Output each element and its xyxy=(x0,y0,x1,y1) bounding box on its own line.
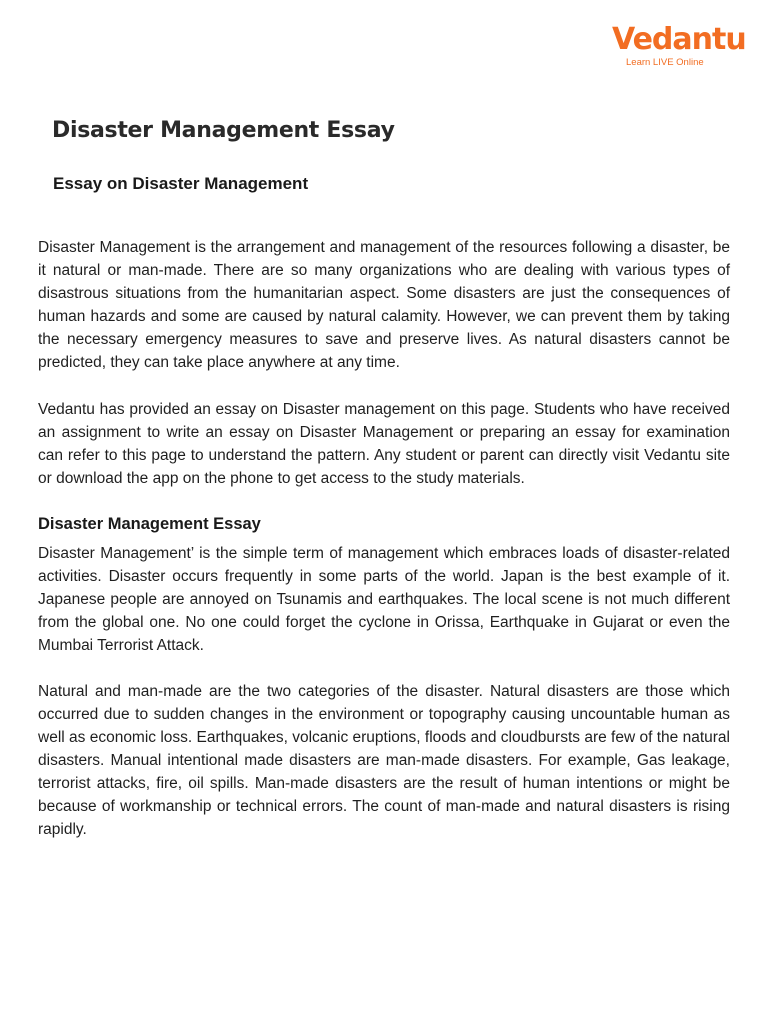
vedantu-logo xyxy=(612,22,746,72)
intro-paragraph-2: Vedantu has provided an essay on Disaster management on this page. Students who have received an assignment to write an essay on Disaster Management or preparing an essay for examination can refer to this page to understand the pattern. Any student or parent can directly visit Vedantu site or download the app on the phone to get access to the study materials. xyxy=(38,401,730,487)
section-heading: Disaster Management Essay xyxy=(38,515,261,533)
page-title: Disaster Management Essay xyxy=(52,118,395,143)
page-subtitle: Essay on Disaster Management xyxy=(53,174,309,193)
logo-tagline: Learn LIVE Online xyxy=(626,57,704,68)
logo-wordmark: Vedantu xyxy=(612,22,746,57)
section-paragraph-2: Natural and man-made are the two categories of the disaster. Natural disasters are those which occurred due to sudden changes in the environment or topography causing uncountable human as well as economic loss. Earthquakes, volcanic eruptions, floods and cloudbursts are few of the natural disasters. Manual intentional made disasters are man-made disasters. For example, Gas leakage, terrorist attacks, fire, oil spills. Man-made disasters are the result of human intentions or might be because of workmanship or technical errors. The count of man-made and natural disasters is rising rapidly. xyxy=(38,683,730,838)
section-paragraph-1: Disaster Management’ is the simple term of management which embraces loads of disaster-related activities. Disaster occurs frequently in some parts of the world. Japan is the best example of it. Japanese people are annoyed on Tsunamis and earthquakes. The local scene is not much different from the global one. No one could forget the cyclone in Orissa, Earthquake in Gujarat or even the Mumbai Terrorist Attack. xyxy=(38,545,730,654)
intro-paragraph-1: Disaster Management is the arrangement and management of the resources following a disaster, be it natural or man-made. There are so many organizations who are dealing with various types of disastrous situations from the humanitarian aspect. Some disasters are just the consequences of human hazards and some are caused by natural calamity. However, we can prevent them by taking the necessary emergency measures to save and preserve lives. As natural disasters cannot be predicted, they can take place anywhere at any time. xyxy=(38,239,730,371)
